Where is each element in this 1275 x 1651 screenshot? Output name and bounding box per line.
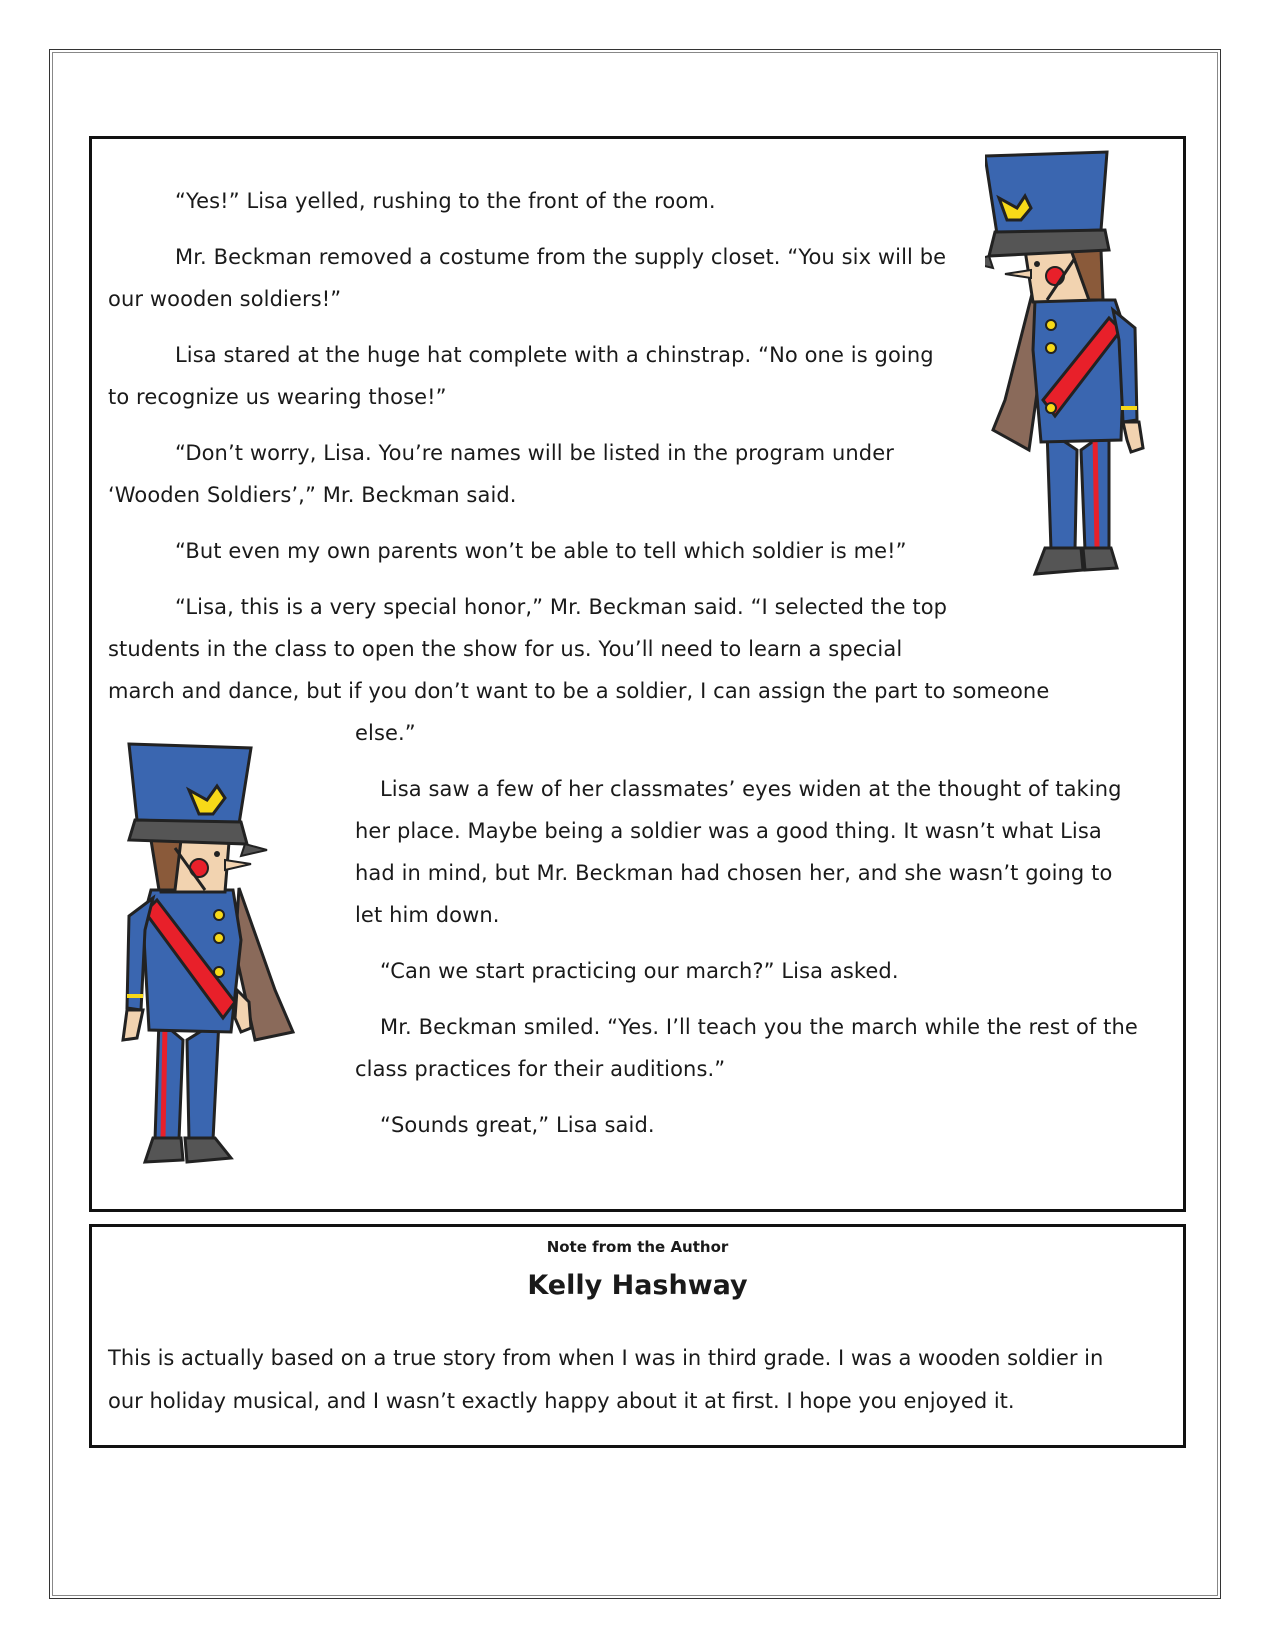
story-line: had in mind, but Mr. Beckman had chosen her, and she wasn’t going to <box>355 861 1113 885</box>
wooden-soldier-illustration-top-right <box>985 150 1165 590</box>
story-line: class practices for their auditions.” <box>355 1057 726 1081</box>
story-line: ‘Wooden Soldiers’,” Mr. Beckman said. <box>108 483 517 507</box>
note-heading: Note from the Author <box>546 1238 729 1256</box>
story-line: students in the class to open the show for us. You’ll need to learn a special <box>108 637 903 661</box>
story-line: Mr. Beckman smiled. “Yes. I’ll teach you the march while the rest of the <box>380 1015 1138 1039</box>
story-line: “Can we start practicing our march?” Lisa asked. <box>380 959 899 983</box>
story-line: let him down. <box>355 903 500 927</box>
story-line: our wooden soldiers!” <box>108 287 342 311</box>
story-line: “Sounds great,” Lisa said. <box>380 1113 655 1137</box>
wooden-soldier-illustration-bottom-left <box>115 740 305 1180</box>
story-line: “Lisa, this is a very special honor,” Mr. Beckman said. “I selected the top <box>175 595 948 619</box>
author-note-text <box>108 1337 1103 1423</box>
author-name: Kelly Hashway <box>527 1270 748 1301</box>
story-line: Lisa saw a few of her classmates’ eyes widen at the thought of taking <box>380 777 1122 801</box>
story-line: “But even my own parents won’t be able to tell which soldier is me!” <box>175 539 907 563</box>
note-line: This is actually based on a true story from when I was in third grade. I was a wooden soldier in <box>108 1346 1104 1370</box>
story-line: her place. Maybe being a soldier was a good thing. It wasn’t what Lisa <box>355 819 1102 843</box>
story-line: “Yes!” Lisa yelled, rushing to the front of the room. <box>175 189 716 213</box>
story-line: else.” <box>355 721 416 745</box>
story-line: Lisa stared at the huge hat complete with a chinstrap. “No one is going <box>175 343 934 367</box>
story-line: to recognize us wearing those!” <box>108 385 447 409</box>
story-line: Mr. Beckman removed a costume from the supply closet. “You six will be <box>175 245 947 269</box>
note-line: our holiday musical, and I wasn’t exactly happy about it at first. I hope you enjoyed it. <box>108 1389 1015 1413</box>
story-line: march and dance, but if you don’t want to be a soldier, I can assign the part to someone <box>108 679 1050 703</box>
story-line: “Don’t worry, Lisa. You’re names will be listed in the program under <box>175 441 894 465</box>
